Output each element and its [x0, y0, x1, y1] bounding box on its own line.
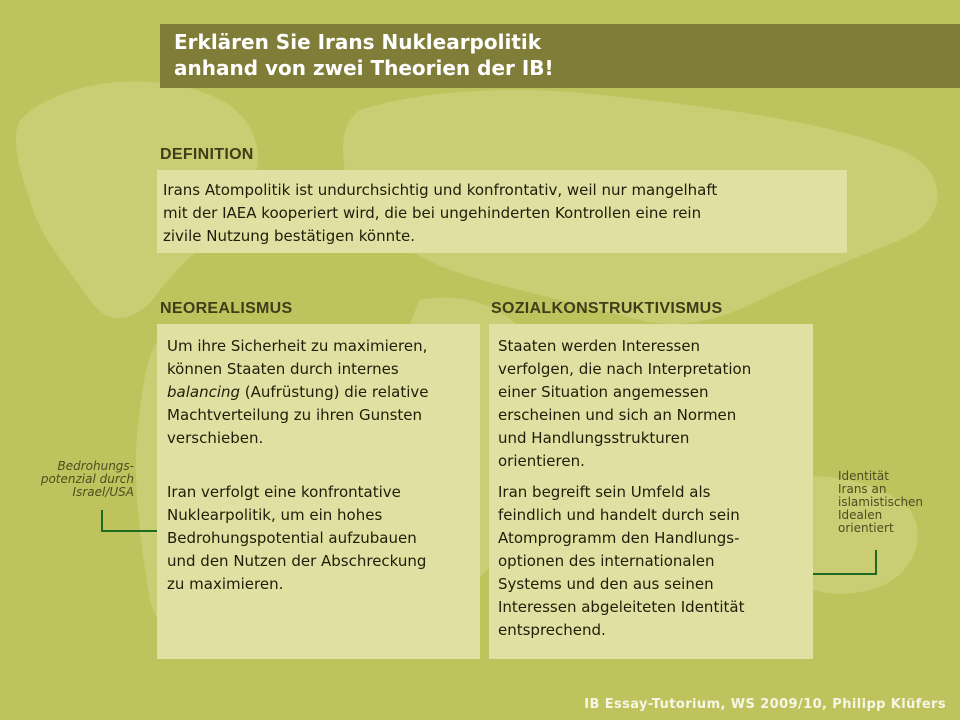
neorealismus-application-line: und den Nutzen der Abschreckung	[167, 552, 427, 570]
sozialkonstruktivismus-theory-line: und Handlungsstrukturen	[498, 429, 690, 447]
identity-note-line: Identität	[838, 469, 889, 483]
neorealismus-box	[157, 324, 480, 659]
neorealismus-application-line: Nuklearpolitik, um ein hohes	[167, 506, 383, 524]
sozialkonstruktivismus-application-line: optionen des internationalen	[498, 552, 715, 570]
sozialkonstruktivismus-theory-line: einer Situation angemessen	[498, 383, 709, 401]
sozialkonstruktivismus-box	[489, 324, 813, 659]
connector-right-horizontal	[813, 573, 877, 575]
neorealismus-theory-line-rest: (Aufrüstung) die relative	[240, 383, 429, 401]
sozialkonstruktivismus-application-line: Interessen abgeleiteten Identität	[498, 598, 745, 616]
footer-credit: IB Essay-Tutorium, WS 2009/10, Philipp Klüfers	[584, 697, 946, 712]
sozialkonstruktivismus-application-line: Atomprogramm den Handlungs-	[498, 529, 740, 547]
neorealismus-application-line: zu maximieren.	[167, 575, 284, 593]
sozialkonstruktivismus-theory-line: verfolgen, die nach Interpretation	[498, 360, 752, 378]
neorealismus-theory-line: verschieben.	[167, 429, 264, 447]
sozialkonstruktivismus-theory-line: orientieren.	[498, 452, 585, 470]
connector-left-vertical	[101, 510, 103, 532]
neorealismus-theory-text	[167, 335, 477, 450]
connector-left-horizontal	[101, 530, 157, 532]
definition-line: zivile Nutzung bestätigen könnte.	[163, 227, 415, 245]
sozialkonstruktivismus-application-line: Systems und den aus seinen	[498, 575, 714, 593]
definition-text	[163, 179, 843, 248]
identity-note-line: islamistischen	[838, 495, 924, 509]
neorealismus-application-line: Bedrohungspotential aufzubauen	[167, 529, 417, 547]
threat-potential-note-line: Israel/USA	[72, 485, 134, 499]
neorealismus-application-text	[167, 481, 477, 596]
neorealismus-theory-line: Um ihre Sicherheit zu maximieren,	[167, 337, 428, 355]
neorealismus-theory-line	[167, 381, 477, 404]
threat-potential-note-line: Bedrohungs-	[57, 459, 134, 473]
sozialkonstruktivismus-application-line: Iran begreift sein Umfeld als	[498, 483, 711, 501]
connector-right-vertical	[875, 550, 877, 575]
title-bar	[160, 24, 960, 88]
definition-heading: DEFINITION	[160, 146, 254, 163]
definition-line: Irans Atompolitik ist undurchsichtig und konfrontativ, weil nur mangelhaft	[163, 181, 718, 199]
neorealismus-theory-line: können Staaten durch internes	[167, 360, 399, 378]
balancing-term: balancing	[167, 383, 241, 401]
neorealismus-theory-line: Machtverteilung zu ihren Gunsten	[167, 406, 423, 424]
identity-note	[838, 470, 954, 535]
neorealismus-application-line: Iran verfolgt eine konfrontative	[167, 483, 401, 501]
threat-potential-note-line: potenzial durch	[40, 472, 134, 486]
sozialkonstruktivismus-application-line: feindlich und handelt durch sein	[498, 506, 740, 524]
sozialkonstruktivismus-application-line: entsprechend.	[498, 621, 606, 639]
sozialkonstruktivismus-heading: SOZIALKONSTRUKTIVISMUS	[491, 300, 723, 317]
neorealismus-heading: NEOREALISMUS	[160, 300, 293, 317]
threat-potential-note	[8, 460, 134, 499]
identity-note-line: orientiert	[838, 521, 894, 535]
sozialkonstruktivismus-theory-line: erscheinen und sich an Normen	[498, 406, 737, 424]
identity-note-line: Irans an	[838, 482, 887, 496]
sozialkonstruktivismus-application-text	[498, 481, 810, 642]
sozialkonstruktivismus-theory-line: Staaten werden Interessen	[498, 337, 701, 355]
page-title-line-2: anhand von zwei Theorien der IB!	[174, 56, 554, 80]
definition-line: mit der IAEA kooperiert wird, die bei ungehinderten Kontrollen eine rein	[163, 204, 702, 222]
identity-note-line: Idealen	[838, 508, 883, 522]
page-title-line-1: Erklären Sie Irans Nuklearpolitik	[174, 30, 542, 54]
definition-box	[157, 170, 847, 253]
sozialkonstruktivismus-theory-text	[498, 335, 810, 473]
